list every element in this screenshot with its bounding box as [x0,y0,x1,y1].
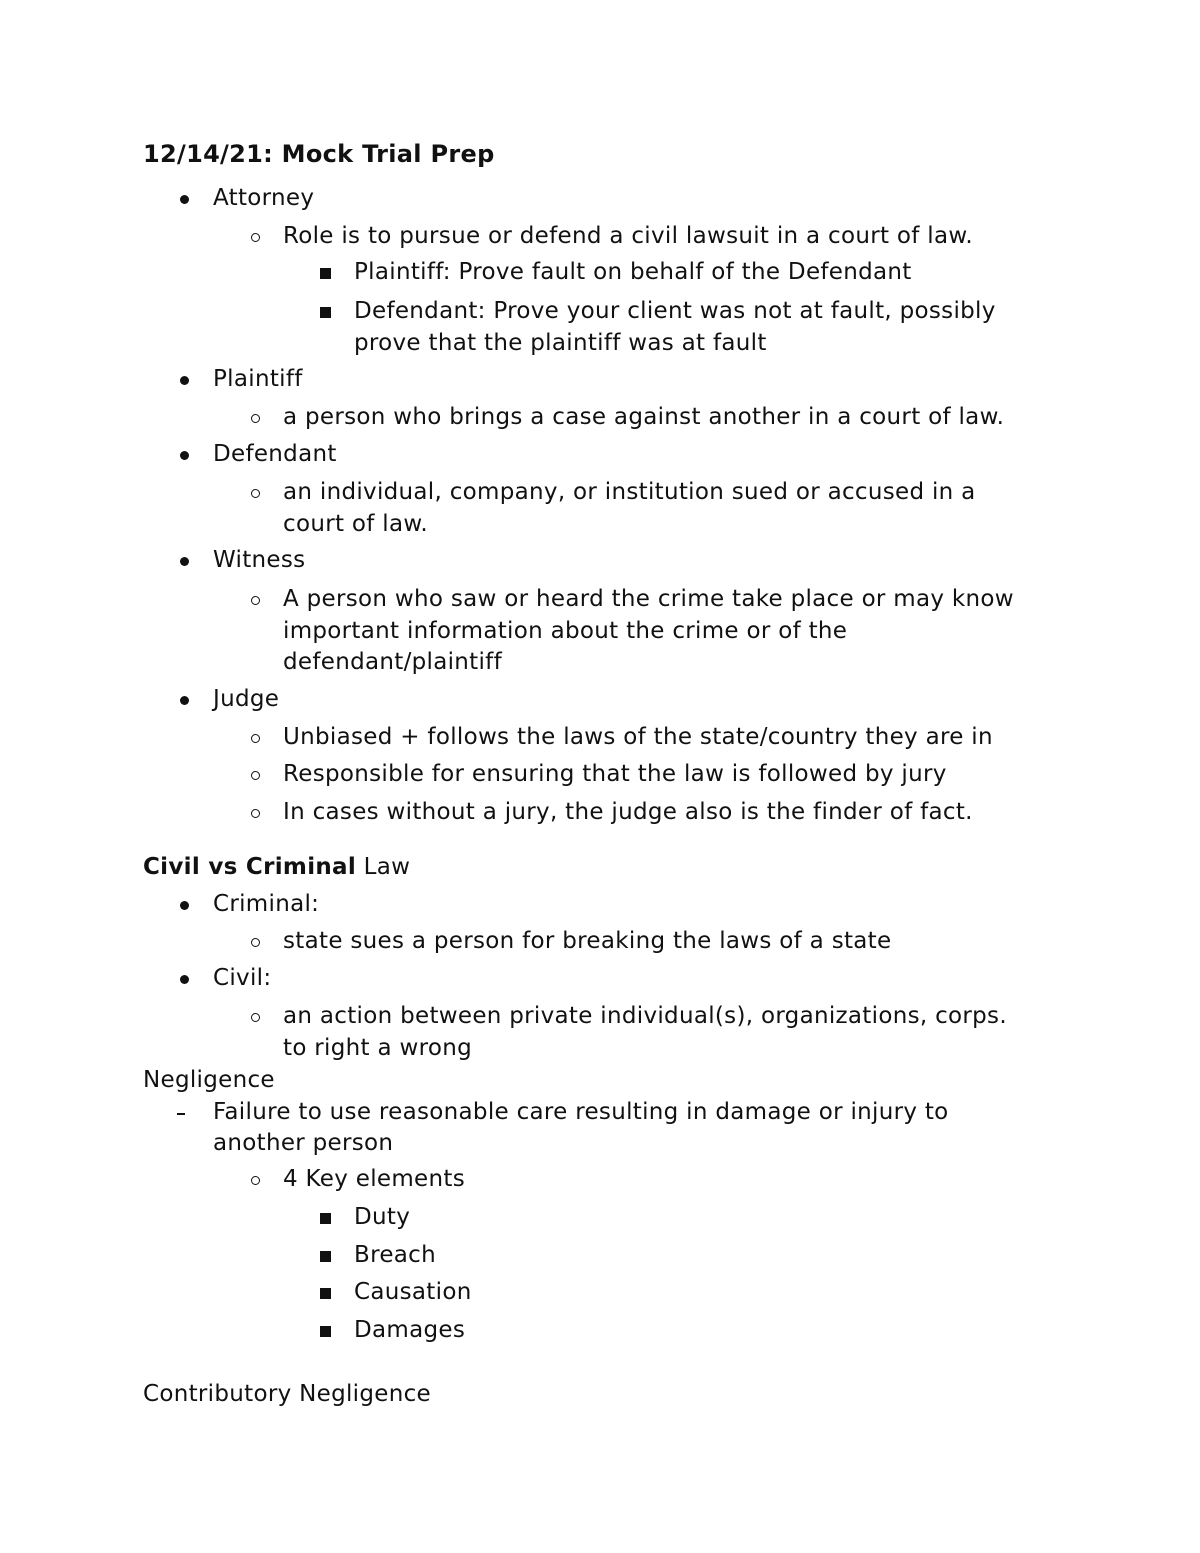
list-item-element: Damages [354,1317,466,1343]
list-item-element: Breach [354,1242,436,1268]
bullet-circle [251,734,260,743]
list-item-attorney-role: Role is to pursue or defend a civil lawsuit in a court of law. [283,223,973,249]
list-item-attorney: Attorney [213,185,315,211]
list-item-key-elements: 4 Key elements [283,1166,465,1192]
list-item-criminal-def: state sues a person for breaking the laws of a state [283,928,892,954]
bullet-dot [180,975,189,984]
heading-rest-part: Law [356,854,411,880]
bullet-square [320,1213,331,1224]
bullet-dot [180,901,189,910]
list-item-attorney-defendant-cont: prove that the plaintiff was at fault [354,330,767,356]
list-item-plaintiff-def: a person who brings a case against another in a court of law. [283,404,1005,430]
list-item-defendant-def-cont: court of law. [283,511,428,537]
bullet-circle [251,771,260,780]
list-item-attorney-defendant: Defendant: Prove your client was not at fault, possibly [354,298,996,324]
list-item-civil: Civil: [213,965,272,991]
list-item-witness: Witness [213,547,306,573]
page-title: 12/14/21: Mock Trial Prep [143,140,495,168]
list-item-defendant: Defendant [213,441,337,467]
bullet-dash [177,1113,185,1115]
list-item-judge: Judge [213,686,280,712]
bullet-dot [180,557,189,566]
bullet-square [320,1288,331,1299]
bullet-square [320,268,331,279]
list-item-witness-def-cont: defendant/plaintiff [283,649,502,675]
section-heading-civil-criminal [143,856,410,879]
bullet-circle [251,233,260,242]
bullet-circle [251,809,260,818]
bullet-circle [251,596,260,605]
bullet-dot [180,195,189,204]
list-item-element: Causation [354,1279,472,1305]
list-item-defendant-def: an individual, company, or institution sued or accused in a [283,479,976,505]
bullet-dot [180,696,189,705]
bullet-circle [251,414,260,423]
bullet-circle [251,938,260,947]
list-item-judge-3: In cases without a jury, the judge also is the finder of fact. [283,799,973,825]
bullet-dot [180,451,189,460]
list-item-negligence-def: Failure to use reasonable care resulting in damage or injury to [213,1099,949,1125]
list-item-witness-def-cont: important information about the crime or of the [283,618,848,644]
list-item-element: Duty [354,1204,411,1230]
bullet-dot [180,376,189,385]
list-item-civil-def-cont: to right a wrong [283,1035,472,1061]
list-item-judge-1: Unbiased + follows the laws of the state/country they are in [283,724,993,750]
list-item-attorney-plaintiff: Plaintiff: Prove fault on behalf of the Defendant [354,259,912,285]
list-item-judge-2: Responsible for ensuring that the law is followed by jury [283,761,947,787]
bullet-square [320,1326,331,1337]
bullet-square [320,307,331,318]
bullet-square [320,1251,331,1262]
section-heading-negligence: Negligence [143,1067,275,1093]
bullet-circle [251,489,260,498]
bullet-circle [251,1176,260,1185]
heading-bold-part: Civil vs Criminal [143,854,357,880]
list-item-criminal: Criminal: [213,891,320,917]
list-item-negligence-def-cont: another person [213,1130,394,1156]
list-item-plaintiff: Plaintiff [213,366,303,392]
list-item-civil-def: an action between private individual(s), organizations, corps. [283,1003,1007,1029]
list-item-witness-def: A person who saw or heard the crime take place or may know [283,586,1014,612]
section-heading-contributory: Contributory Negligence [143,1381,431,1407]
bullet-circle [251,1013,260,1022]
